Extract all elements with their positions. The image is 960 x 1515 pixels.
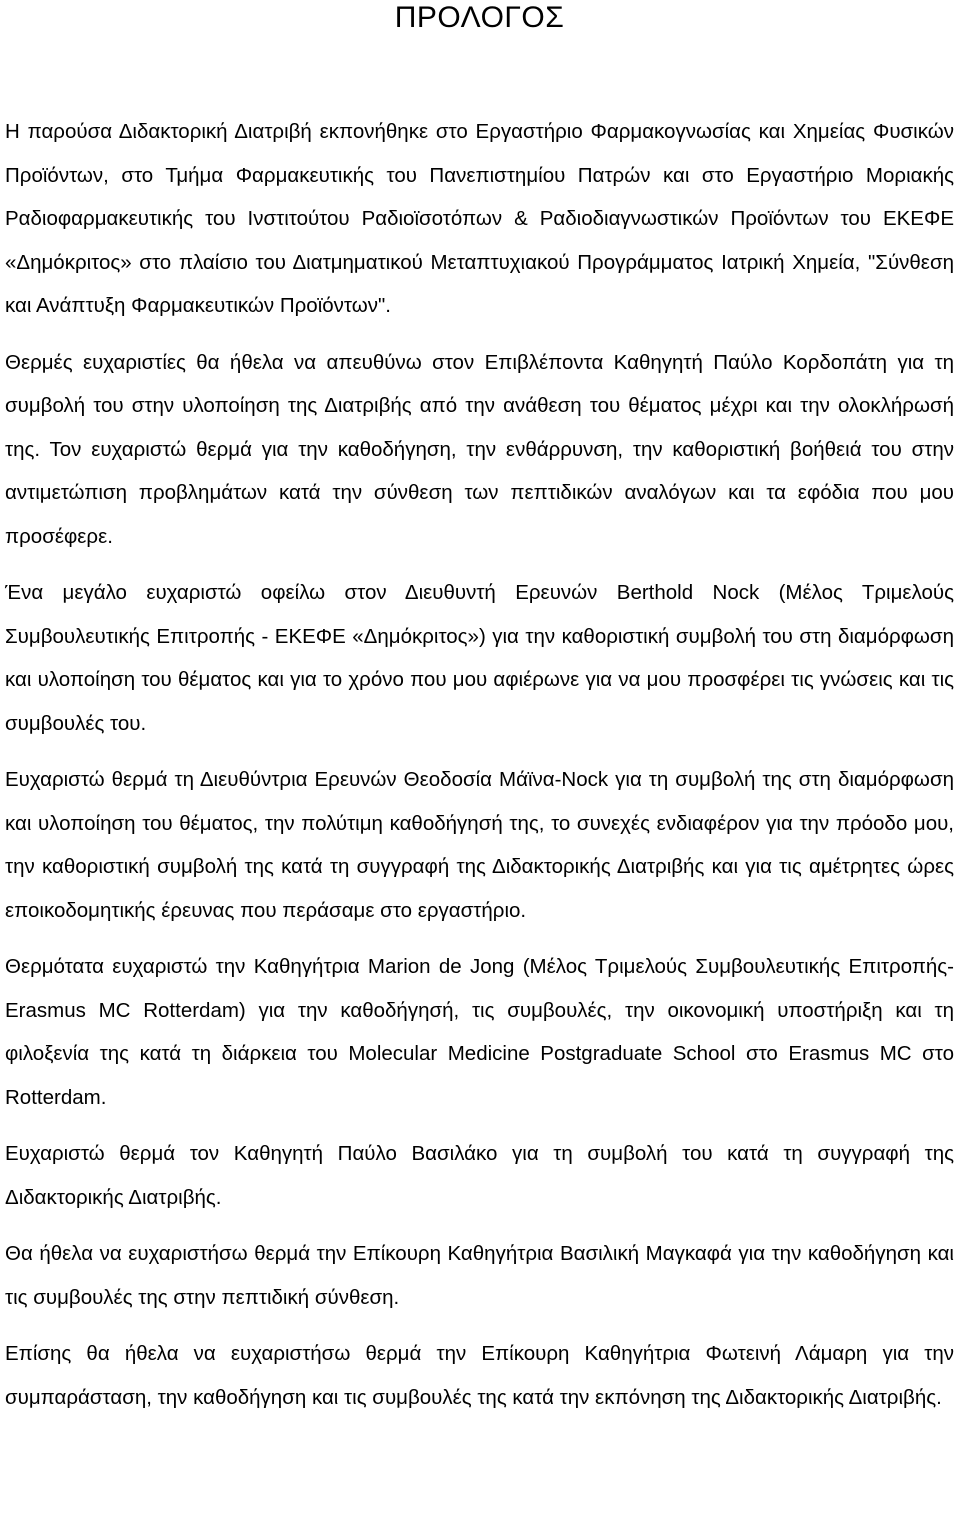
paragraph-acknowledgment-nock: Ένα μεγάλο ευχαριστώ οφείλω στον Διευθυντή Ερευνών Berthold Nock (Μέλος Τριμελούς Συμβουλευτικής Επιτροπής - ΕΚΕΦΕ «Δημόκριτος») για την καθοριστική συμβολή του στη διαμόρφωση και υλοποίηση του θέματος και για το χρόνο που μου αφιέρωνε για να μου προσφέρει τις γνώσεις και τις συμβουλές του. [5,581,954,735]
paragraph-acknowledgment-de-jong: Θερμότατα ευχαριστώ την Καθηγήτρια Marion de Jong (Μέλος Τριμελούς Συμβουλευτικής Επιτροπής- Erasmus MC Rotterdam) για την καθοδήγησή, τις συμβουλές, την οικονομική υποστήριξη και τη φιλοξενία της κατά τη διάρκεια του Molecular Medicine Postgraduate School στο Erasmus MC στο Rotterdam. [5,955,954,1109]
paragraph-acknowledgment-lamari: Επίσης θα ήθελα να ευχαριστήσω θερμά την Επίκουρη Καθηγήτρια Φωτεινή Λάμαρη για την συμπαράσταση, την καθοδήγηση και τις συμβουλές της κατά την εκπόνηση της Διδακτορικής Διατριβής. [5,1342,954,1409]
paragraph-intro: Η παρούσα Διδακτορική Διατριβή εκπονήθηκε στο Εργαστήριο Φαρμακογνωσίας και Χημείας Φυσικών Προϊόντων, στο Τμήμα Φαρμακευτικής του Πανεπιστημίου Πατρών και στο Εργαστήριο Μοριακής Ραδιοφαρμακευτικής του Ινστιτούτου Ραδιοϊσοτόπων & Ραδιοδιαγνωστικών Προϊόντων του ΕΚΕΦΕ «Δημόκριτος» στο πλαίσιο του Διατμηματικού Μεταπτυχιακού Προγράμματος Ιατρική Χημεία, "Σύνθεση και Ανάπτυξη Φαρμακευτικών Προϊόντων". [5,120,954,317]
page-title: ΠΡΟΛΟΓΟΣ [394,1,565,34]
paragraph-acknowledgment-vasilakos: Ευχαριστώ θερμά τον Καθηγητή Παύλο Βασιλάκο για τη συμβολή του κατά τη συγγραφή της Διδακτορικής Διατριβής. [5,1142,954,1209]
paragraph-acknowledgment-maina-nock: Ευχαριστώ θερμά τη Διευθύντρια Ερευνών Θεοδοσία Μάϊνα-Nock για τη συμβολή της στη διαμόρφωση και υλοποίηση του θέματος, την πολύτιμη καθοδήγησή της, το συνεχές ενδιαφέρον για την πρόοδο μου, την καθοριστική συμβολή της κατά τη συγγραφή της Διδακτορικής Διατριβής και για τις αμέτρητες ώρες εποικοδομητικής έρευνας που περάσαμε στο εργαστήριο. [5,768,954,922]
paragraph-acknowledgment-supervisor: Θερμές ευχαριστίες θα ήθελα να απευθύνω στον Επιβλέποντα Καθηγητή Παύλο Κορδοπάτη για τη συμβολή του στην υλοποίηση της Διατριβής από την ανάθεση του θέματος μέχρι και την ολοκλήρωσή της. Τον ευχαριστώ θερμά για την καθοδήγηση, την ενθάρρυνση, την καθοριστική βοήθειά του στην αντιμετώπιση προβλημάτων κατά την σύνθεση των πεπτιδικών αναλόγων και τα εφόδια που μου προσέφερε. [5,350,954,548]
paragraph-acknowledgment-magkafa: Θα ήθελα να ευχαριστήσω θερμά την Επίκουρη Καθηγήτρια Βασιλική Μαγκαφά για την καθοδήγηση και τις συμβουλές της στην πεπτιδική σύνθεση. [5,1242,954,1309]
